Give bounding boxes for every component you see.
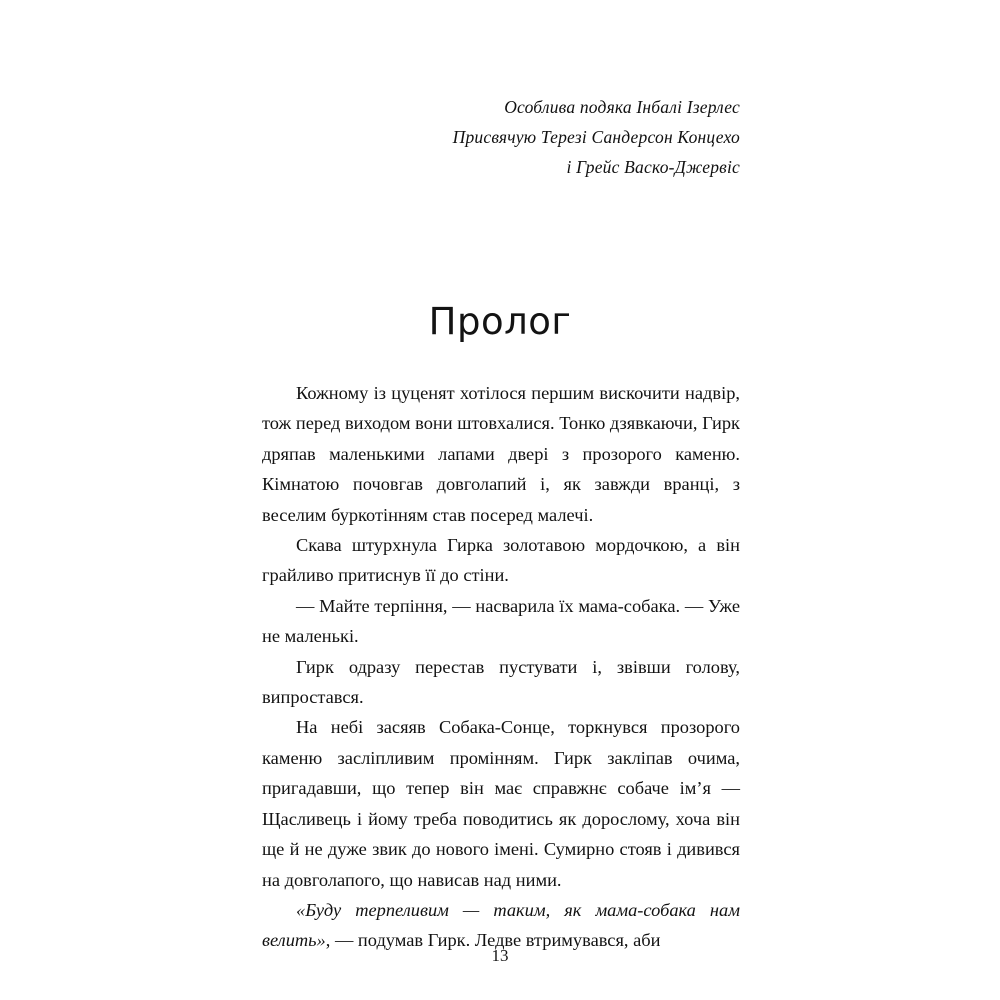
dedication-line-1: Особлива подяка Інбалі Ізерлес [504,97,740,117]
quote-text: «Буду терпеливим — таким, як мама-собака нам велить» [262,899,740,951]
chapter-title: Пролог [428,300,572,343]
dedication-line-3: і Грейс Васко-Джервіс [566,157,740,177]
dedication-block [260,92,740,182]
dedication-line-2: Присвячую Терезі Сандерсон Концехо [452,127,740,147]
paragraph: На небі засяяв Собака-Сонце, торкнувся прозорого каменю засліпливим промінням. Гирк закліпав очима, пригадавши, що тепер він має справжнє собаче ім’я — Щасливець і йому треба поводитись як дорослому, хоча він ще й не дуже звик до нового імені. Сумирно стояв і дивився на довголапого, що нависав над ними. [262,717,740,890]
page-number: 13 [491,946,509,965]
paragraph: Скава штурхнула Гирка золотавою мордочкою, а він грайливо притиснув її до стіни. [262,535,740,586]
paragraph: Гирк одразу перестав пустувати і, звівши голову, випростався. [262,656,740,708]
paragraph: — Майте терпіння, — насварила їх мама-собака. — Уже не маленькі. [262,595,740,647]
quote-tail: , — подумав Гирк. Ледве втримувався, аби [325,930,661,951]
paragraph: Кожному із цуценят хотілося першим вискочити надвір, тож перед виходом вони штовхалися. Тонко дзявкаючи, Гирк дряпав маленькими лапами двері з прозорого каменю. Кімнатою почовгав довголапий і, як завжди вранці, з веселим буркотінням став посеред малечі. [262,383,740,525]
body-text [262,378,740,956]
